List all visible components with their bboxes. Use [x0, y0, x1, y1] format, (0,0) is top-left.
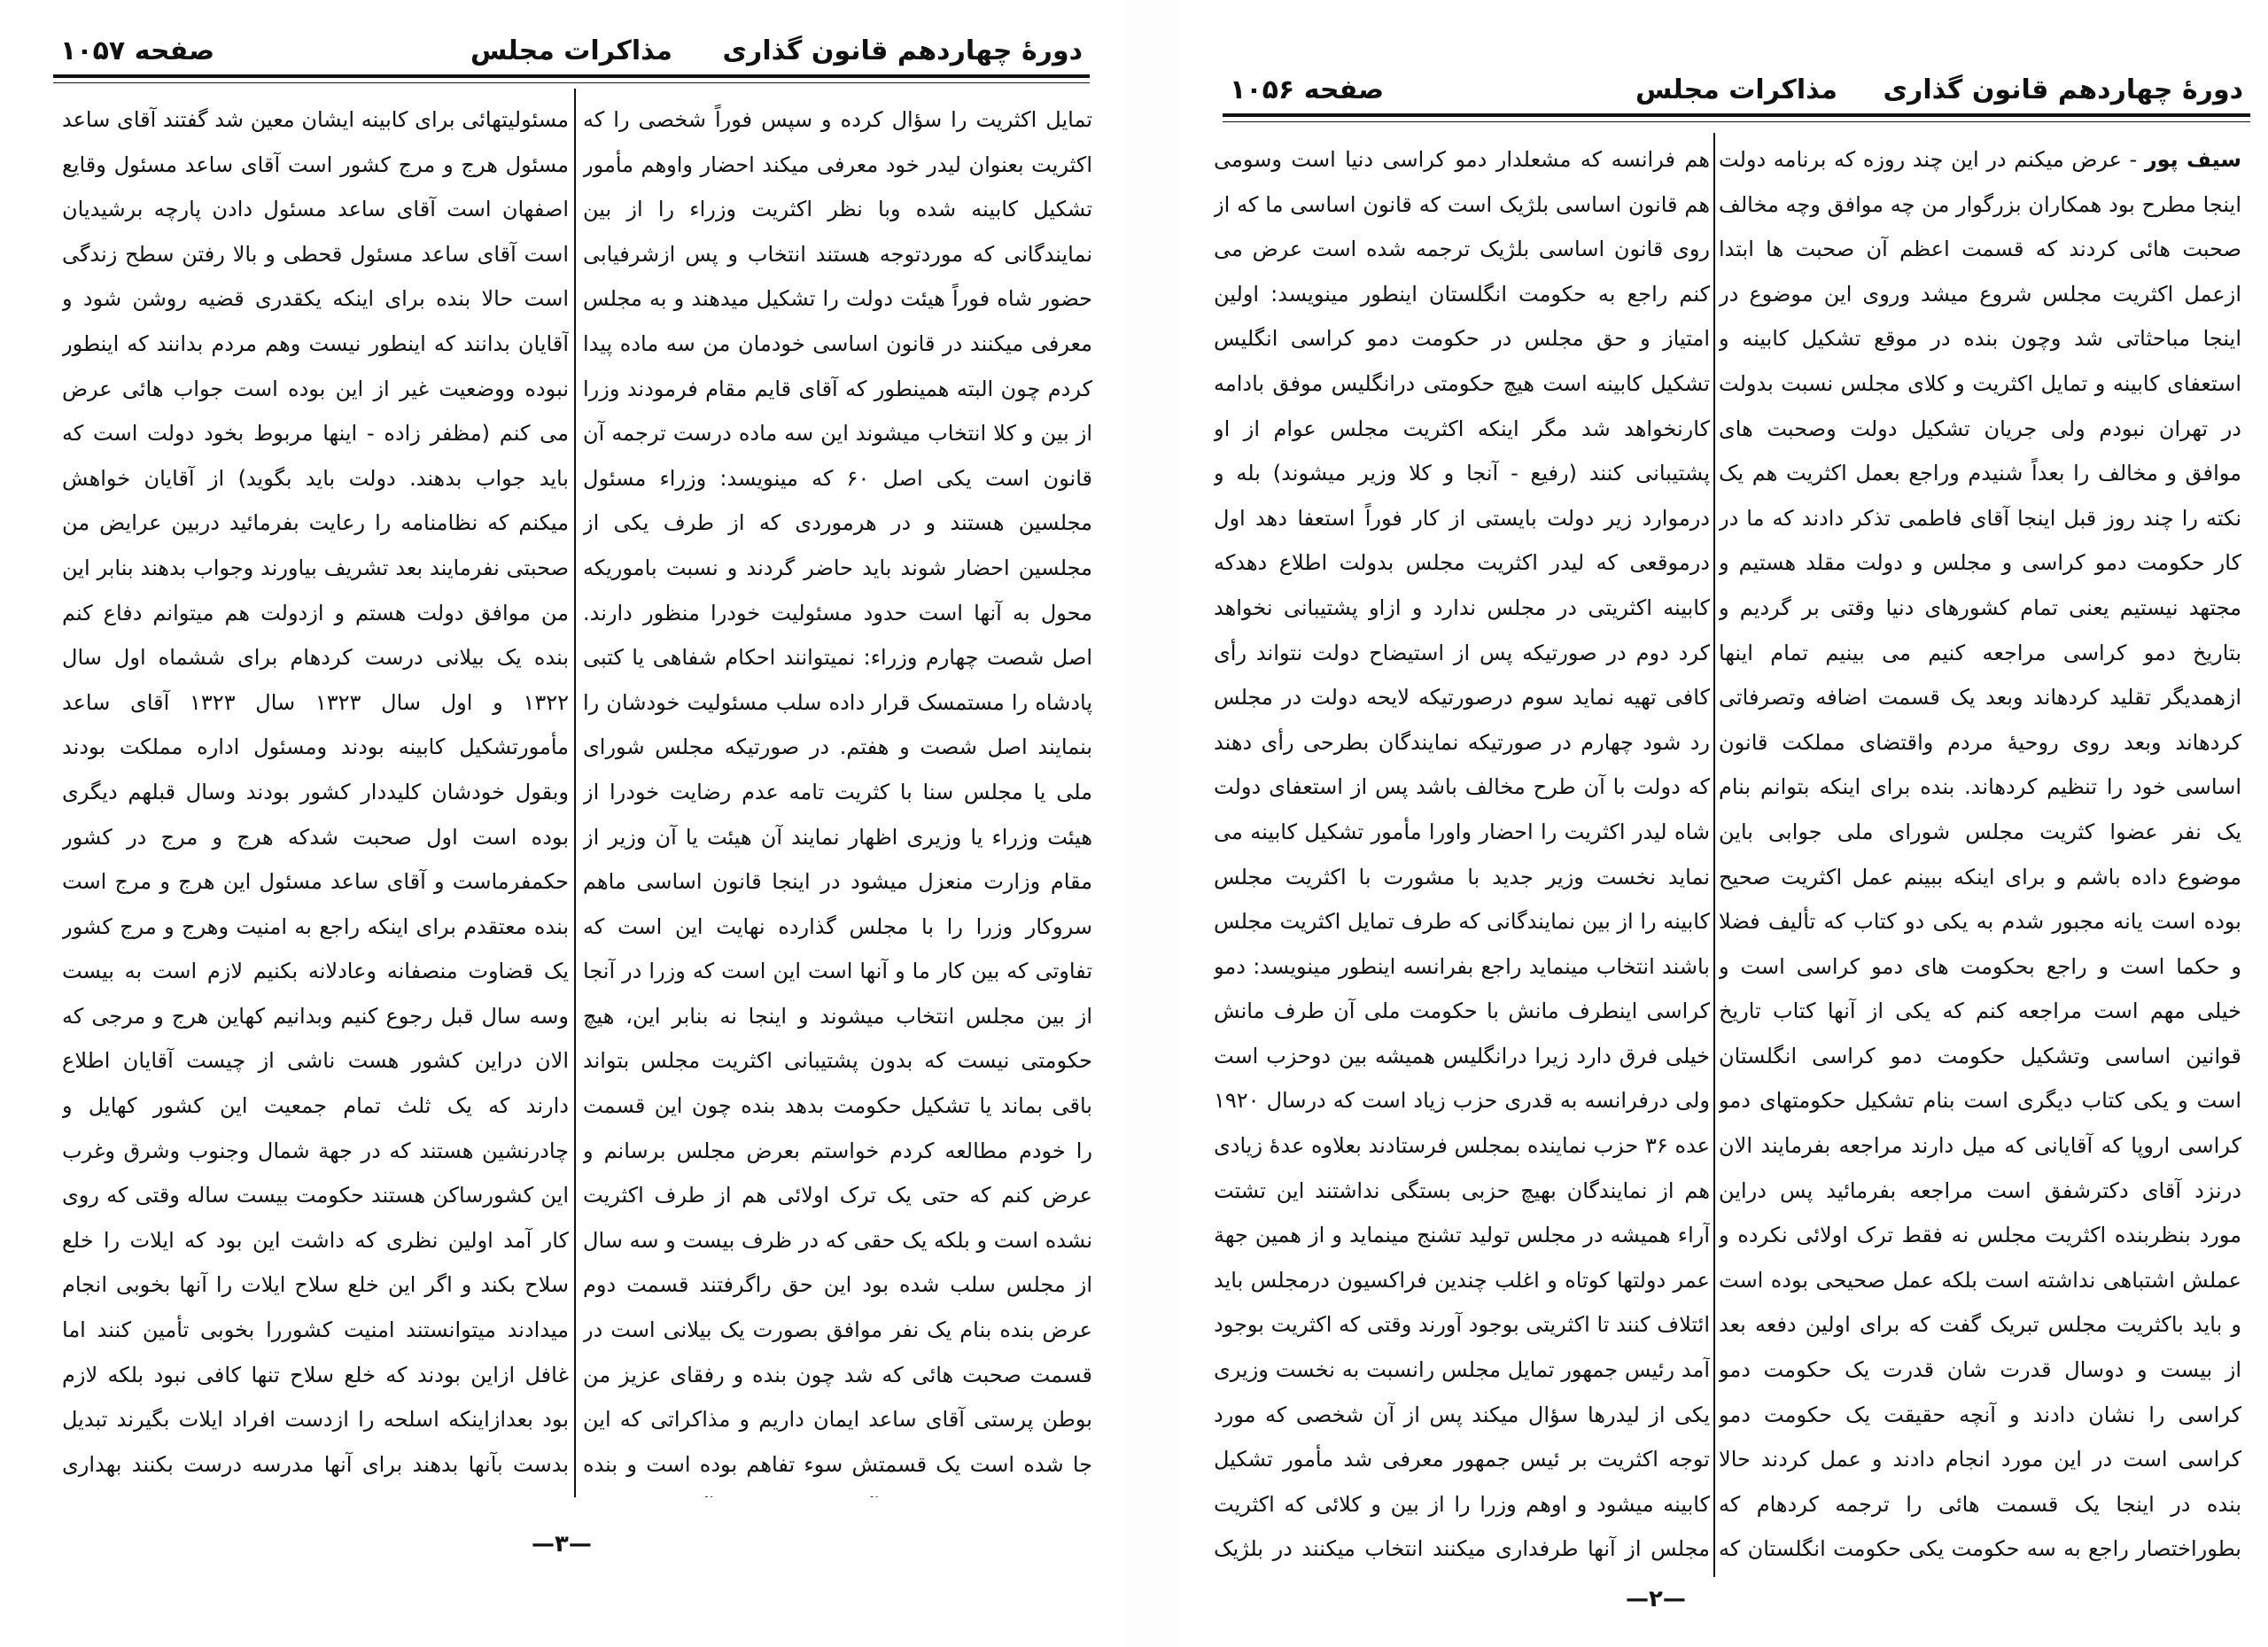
- header-title: دورهٔ چهاردهم قانون گذاری: [1883, 74, 2243, 105]
- page-header: [1223, 64, 2250, 117]
- header-rule-thin: [53, 82, 1090, 83]
- header-center: مذاکرات مجلس: [1635, 74, 1838, 105]
- footer-page-number: —۲—: [1626, 1586, 1686, 1612]
- header-page-number: صفحه ۱۰۵۶: [1230, 74, 1385, 105]
- column-text: هم فرانسه که مشعلدار دمو کراسی دنیا است وسومی هم قانون اساسی بلژیک است که قانون اساسی ما که از روی قانون اساسی بلژیک ترجمه شده است عرض می کنم راجع به حکومت انگلستان اینطور مینویسد: اولین امتیاز و حق مجلس در حکومت دمو کراسی انگلیس تشکیل کابینه است هیچ حکومتی درانگلیس موفق بادامه کارنخواهد شد مگر اینکه اکثریت مجلس عوام از او پشتیبانی کنند (رفیع - آنجا و کلا وزیر میشوند) بله و درموارد زیر دولت بایستی از کار فوراً استعفا دهد اول درموقعی که لیدر اکثریت مجلس بدولت اطلاع دهدکه کابینه اکثریتی در مجلس ندارد و ازاو پشتیبانی نخواهد کرد دوم در صورتیکه پس از استیضاح دولت نتواند رأی کافی تهیه نماید سوم درصورتیکه لایحه دولت در مجلس رد شود چهارم در صورتیکه نمایندگان بطرحی رأی دهند که دولت با آن طرح مخالف باشد پس از استعفای دولت شاه لیدر اکثریت را احضار واورا مأمور تشکیل کابینه می نماید نخست وزیر جدید با مشورت با اکثریت مجلس کابینه را از بین نمایندگانی که طرف تمایل اکثریت مجلس باشند انتخاب مینماید راجع بفرانسه اینطور مینویسد: دمو کراسی اینطرف مانش با حکومت ملی آن طرف مانش خیلی فرق دارد زیرا درانگلیس همیشه بین دوحزب است ولی درفرانسه به قدری حزب زیاد است که درسال ۱۹۲۰ عده ۳۶ حزب نماینده بمجلس فرستادند بعلاوه عدهٔ زیادی هم از نمایندگان بهیچ حزبی بستگی نداشتند این تشتت آراء همیشه در مجلس تولید تشنج مینماید و از همین جهة عمر دولتها کوتاه و اغلب چندین فراکسیون درمجلس باید ائتلاف کنند تا اکثریتی بوجود آورند وقتی که اکثریت بوجود آمد رئیس جمهور تمایل مجلس رانسبت به نخست وزیری یکی از لیدرها سؤال میکند پس از آن شخصی که مورد توجه اکثریت بر ئیس جمهور معرفی شد مأمور تشکیل کابینه میشود و اوهم وزرا را از بین و کلائی که اکثریت مجلس از آنها طرفداری میکنند انتخاب میکنند در بلژیک: [1214, 147, 1710, 1562]
- header-rule: [53, 74, 1090, 78]
- header-center: مذاکرات مجلس: [470, 35, 673, 66]
- column-divider: [1713, 133, 1715, 1577]
- speech-text: - عرض میکنم در این چند روزه که برنامه دولت اینجا مطرح بود همکاران بزرگوار من چه موافق وچه مخالف صحبت هائی کردند که قسمت اعظم آن صحبت ها ابتدا ازعمل اکثریت مجلس شروع میشد وروی این موضوع در اینجا مباحثاتی شد وچون بنده در موقع تشکیل کابینه و استعفای کابینه و تمایل اکثریت و کلای مجلس نسبت بدولت در تهران نبودم ولی جریان تشکیل دولت وصحبت های موافق و مخالف را بعداً شنیدم وراجع بعمل اکثریت هم یک نکته را چند روز قبل اینجا آقای فاطمی تذکر دادند که ما در کار حکومت دمو کراسی و مجلس و دولت مقلد هستیم و مجتهد نیستیم یعنی تمام کشورهای دنیا وقتی بر گردیم و بتاریخ دمو کراسی مراجعه کنیم می بینیم تمام اینها ازهمدیگر تقلید کردهاند وبعد یک قسمت اضافه وتصرفاتی کردهاند وبعد روی روحیهٔ مردم واقتضای مملکت قانون اساسی خود را تنظیم کردهاند. بنده برای اینکه بتوانم بنام یک نفر عضوا کثریت مجلس شورای ملی جوابی باین موضوع داده باشم و برای اینکه ببینم عمل اکثریت صحیح بوده است یانه مجبور شدم به یکی دو کتاب که تألیف فضلا و حکما است و راجع بحکومت های دمو کراسی است و خیلی مهم است مراجعه کنم که یکی از آنها کتاب تاریخ قوانین اساسی وتشکیل حکومت دمو کراسی انگلستان است و یکی کتاب دیگری است بنام تشکیل حکومتهای دمو کراسی اروپا که آقایانی که میل دارند مراجعه بفرمایند الان درنزد آقای دکترشفق است مراجعه بفرمائید پس دراین مورد بنظربنده اکثریت مجلس نه فقط ترک اولائی نکرده و عملش اشتباهی نداشته است بلکه عمل صحیحی بوده است و باید باکثریت مجلس تبریک گفت که برای اولین دفعه بعد از بیست و دوسال قدرت شان قدرت یک حکومت دمو کراسی را نشان دادند و آنچه حقیقت یک حکومت دمو کراسی است در این مورد انجام دادند و عمل کردند حالا بنده در اینجا یک قسمت هائی را ترجمه کردهام که بطوراختصار راجع به سه حکومت یکی حکومت انگلستان که: [1719, 147, 2241, 1562]
- page-1056: [1178, 0, 2268, 1647]
- column-text: مسئولیتهائی برای کابینه ایشان معین شد گفتند آقای ساعد مسئول هرج و مرج کشور است آقای ساعد مسئول وقایع اصفهان است آقای ساعد مسئول دادن پارچه برشیدیان است آقای ساعد مسئول قحطی و بالا رفتن سطح زندگی است حالا بنده برای اینکه یکقدری قضیه روشن شود و آقایان بدانند که اینطور نیست وهم مردم بدانند که اینطور نبوده ووضعیت غیر از این بوده است جواب هائی عرض می کنم (مظفر زاده - اینها مربوط بخود دولت است که باید جواب بدهند. دولت باید بگوید) از آقایان خواهش میکنم که نظامنامه را رعایت بفرمائید دربین عرایض من صحبتی نفرمایند بعد تشریف بیاورند وجواب بدهند بنابر این من موافق دولت هستم و ازدولت هم میتوانم دفاع کنم بنده یک بیلانی درست کردهام برای ششماه اول سال ۱۳۲۲ و اول سال ۱۳۲۳ سال ۱۳۲۳ آقای ساعد مأمورتشکیل کابینه بودند ومسئول اداره مملکت بودند وبقول خودشان کلیددار کشور بودند وسال قبلهم دیگری بوده است اول صحبت شدکه هرج و مرج در کشور حکمفرماست و آقای ساعد مسئول این هرج و مرج است بنده معتقدم برای اینکه راجع به امنیت وهرج و مرج کشور یک قضاوت منصفانه وعادلانه بکنیم لازم است به بیست وسه سال قبل رجوع کنیم وبدانیم کهاین هرج و مرجی که الان دراین کشور هست ناشی از چیست آقایان اطلاع دارند که یک ثلث تمام جمعیت این کشور کهایل و چادرنشین هستند که در جهة شمال وجنوب وشرق وغرب این کشورساکن هستند حکومت بیست ساله وقتی که روی کار آمد اولین نظری که داشت این بود که ایلات را خلع سلاح بکند و اگر این خلع سلاح ایلات را آنها بخوبی انجام میدادند میتوانستند امنیت کشوررا بخوبی تأمین کنند اما غافل ازاین بودند که خلع سلاح تنها کافی نبود بلکه لازم بود بعدازاینکه اسلحه را ازدست افراد ایلات بگیرند تبدیل بدست بآنها بدهند برای آنها مدرسه درست بکنند بهداری: [62, 107, 569, 1477]
- page-gutter: [1125, 0, 1178, 1647]
- column-divider: [574, 89, 576, 1497]
- header-title: دورهٔ چهاردهم قانون گذاری: [722, 35, 1083, 66]
- header-rule: [1223, 113, 2250, 117]
- column-left: [62, 97, 569, 1497]
- column-right: [583, 97, 1092, 1497]
- header-page-number: صفحه ۱۰۵۷: [60, 35, 215, 66]
- page-header: [53, 25, 1090, 78]
- footer-page-number: —۳—: [532, 1531, 592, 1558]
- column-left: [1214, 137, 1710, 1573]
- column-text: تمایل اکثریت را سؤال کرده و سپس فوراً شخصی را که اکثریت بعنوان لیدر خود معرفی میکند احضار واوهم مأمور تشکیل کابینه شده وبا نظر اکثریت وزراء را از بین نمایندگانی که موردتوجه هستند انتخاب و پس ازشرفیابی حضور شاه فوراً هیئت دولت را تشکیل میدهند و به مجلس معرفی میکنند در قانون اساسی خودمان من سه ماده پیدا کردم چون البته همینطور که آقای قایم مقام فرمودند وزرا از بین و کلا انتخاب میشوند این سه ماده درست ترجمه آن قانون است یکی اصل ۶۰ که مینویسد: وزراء مسئول مجلسین هستند و در هرموردی که از طرف یکی از مجلسین احضار شوند باید حاضر گردند و نسبت باموریکه محول به آنها است حدود مسئولیت خودرا منظور دارند. اصل شصت چهارم وزراء: نمیتوانند احکام شفاهی یا کتبی پادشاه را مستمسک قرار داده سلب مسئولیت خودشان را بنمایند اصل شصت و هفتم. در صورتیکه مجلس شورای ملی یا مجلس سنا با کثریت تامه عدم رضایت خودرا از هیئت وزراء یا وزیری اظهار نمایند آن هیئت یا آن وزیر از مقام وزارت منعزل میشود در اینجا قانون اساسی ماهم سروکار وزرا را با مجلس گذارده نهایت این است که تفاوتی که بین کار ما و آنها است این است که وزرا در آنجا از بین مجلس انتخاب میشوند و اینجا نه بنابر این، هیچ حکومتی نیست که بدون پشتیبانی اکثریت مجلس بتواند باقی بماند یا تشکیل حکومت بدهد بنده چون این قسمت را خودم مطالعه کردم خواستم بعرض مجلس برسانم و عرض کنم که حتی یک ترک اولائی هم از طرف اکثریت نشده است و بلکه یک حقی که در ظرف بیست و سه سال از مجلس سلب شده بود این حق راگرفتند قسمت دوم عرض بنده بنام یک نفر موافق بصورت یک بیلانی است در قسمت صحبت هائی که شد چون بنده و رفقای عزیز من بوطن پرستی آقای ساعد ایمان داریم و مذاکراتی که این جا شده است یک قسمتش سوء تفاهم بوده است و بنده: [583, 107, 1092, 1477]
- header-rule-thin: [1223, 121, 2250, 122]
- column-right: [1719, 137, 2241, 1573]
- speaker-name: سیف پور: [2144, 147, 2241, 172]
- column-text: [1719, 137, 2241, 1573]
- page-1057: [0, 0, 1125, 1647]
